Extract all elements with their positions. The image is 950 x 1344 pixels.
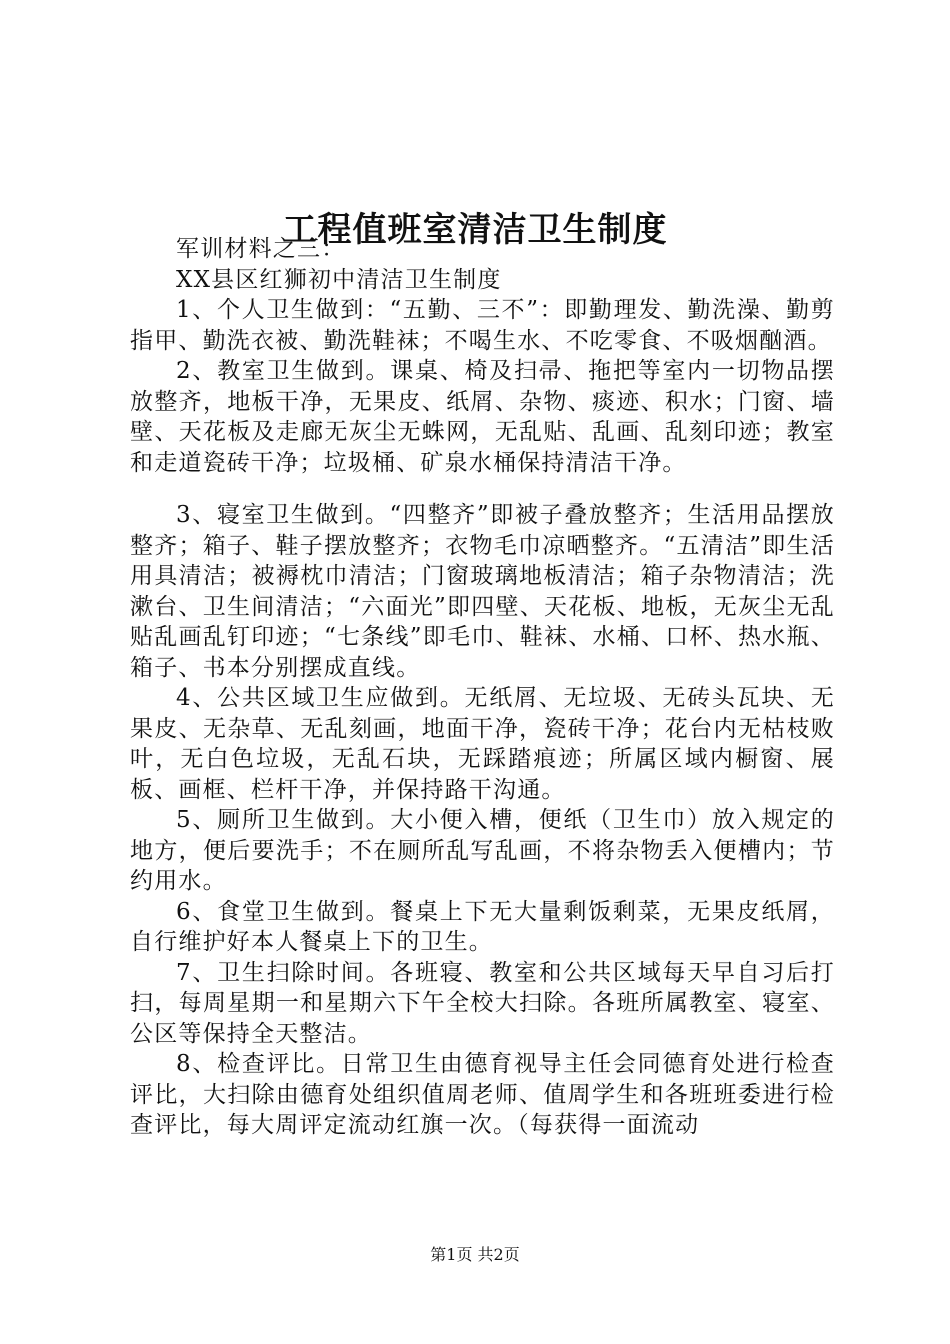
paragraph-item-7: 7、卫生扫除时间。各班寝、教室和公共区域每天早自习后打扫，每周星期一和星期六下午全校大扫除。各班所属教室、寝室、公区等保持全天整洁。 bbox=[130, 959, 835, 1047]
paragraph-heading: XX县区红狮初中清洁卫生制度 bbox=[176, 266, 502, 293]
paragraph-item-6: 6、食堂卫生做到。餐桌上下无大量剩饭剩菜，无果皮纸屑，自行维护好本人餐桌上下的卫生。 bbox=[130, 898, 835, 955]
paragraph-item-3: 3、寝室卫生做到。“四整齐”即被子叠放整齐；生活用品摆放整齐；箱子、鞋子摆放整齐；衣物毛巾凉晒整齐。“五清洁”即生活用具清洁；被褥枕巾清洁；门窗玻璃地板清洁；箱子杂物清洁；洗漱台、卫生间清洁；“六面光”即四壁、天花板、地板，无灰尘无乱贴乱画乱钉印迹；“七条线”即毛巾、鞋袜、水桶、口杯、热水瓶、箱子、书本分别摆成直线。 bbox=[130, 502, 835, 681]
paragraph-item-1: 1、个人卫生做到：“五勤、三不”：即勤理发、勤洗澡、勤剪指甲、勤洗衣被、勤洗鞋袜；不喝生水、不吃零食、不吸烟酗酒。 bbox=[130, 297, 835, 354]
document-body bbox=[130, 234, 835, 1141]
paragraph-item-5: 5、厕所卫生做到。大小便入槽，便纸（卫生巾）放入规定的地方，便后要洗手；不在厕所乱写乱画，不将杂物丢入便槽内；节约用水。 bbox=[130, 807, 835, 894]
paragraph-item-2: 2、教室卫生做到。课桌、椅及扫帚、拖把等室内一切物品摆放整齐，地板干净，无果皮、纸屑、杂物、痰迹、积水；门窗、墙壁、天花板及走廊无灰尘无蛛网，无乱贴、乱画、乱刻印迹；教室和走道瓷砖干净；垃圾桶、矿泉水桶保持清洁干净。 bbox=[130, 358, 835, 476]
page-footer: 第1页 共2页 bbox=[430, 1245, 520, 1264]
page-title: 工程值班室清洁卫生制度 bbox=[282, 209, 668, 250]
paragraph-item-4: 4、公共区域卫生应做到。无纸屑、无垃圾、无砖头瓦块、无果皮、无杂草、无乱刻画，地面干净，瓷砖干净；花台内无枯枝败叶，无白色垃圾，无乱石块，无踩踏痕迹；所属区域内橱窗、展板、画框、栏杆干净，并保持路干沟通。 bbox=[130, 685, 835, 803]
paragraph-item-8: 8、检查评比。日常卫生由德育视导主任会同德育处进行检查评比，大扫除由德育处组织值周老师、值周学生和各班班委进行检查评比，每大周评定流动红旗一次。（每获得一面流动 bbox=[130, 1051, 835, 1138]
paragraph-subtitle: 军训材料之三： bbox=[176, 236, 346, 262]
